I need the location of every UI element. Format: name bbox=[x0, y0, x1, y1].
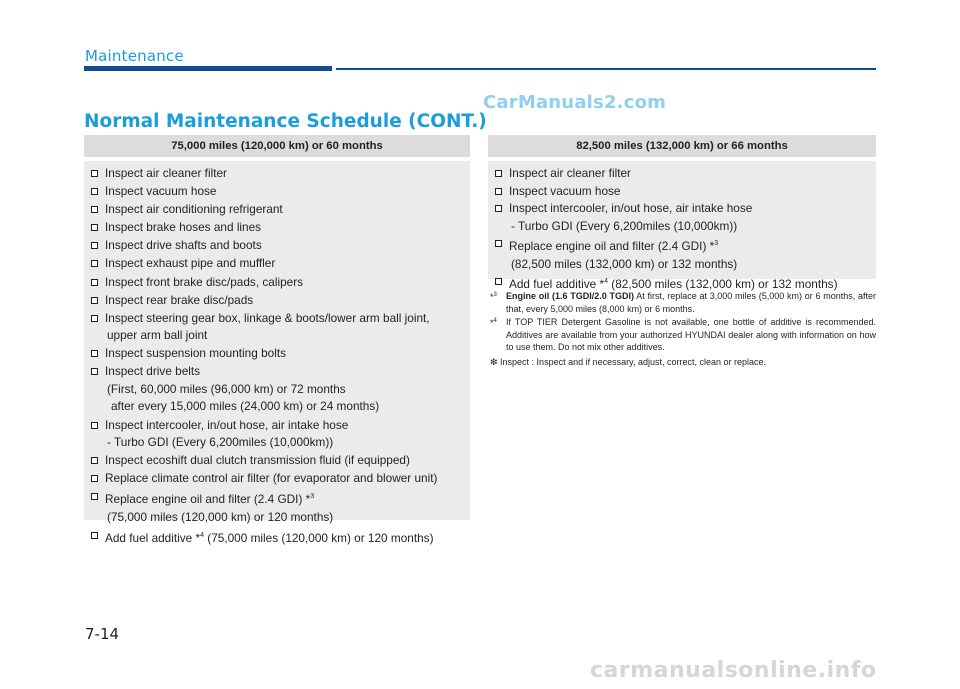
checklist-item bbox=[84, 310, 470, 345]
checklist-item bbox=[488, 200, 876, 235]
checkbox-icon bbox=[91, 457, 98, 464]
footnote-asterisk: * bbox=[490, 292, 494, 302]
checklist-item bbox=[84, 165, 470, 183]
item-subline: (82,500 miles (132,000 km) or 132 months) bbox=[511, 256, 738, 271]
checklist-item bbox=[84, 470, 470, 488]
checklist-item bbox=[84, 417, 470, 452]
item-text: Inspect drive belts bbox=[105, 364, 201, 379]
checkbox-icon bbox=[91, 297, 98, 304]
item-text: Inspect ecoshift dual clutch transmission fluid (if equipped) bbox=[105, 453, 410, 468]
footnote-asterisk: * bbox=[490, 318, 494, 328]
checklist-item bbox=[84, 363, 470, 416]
checkbox-icon bbox=[495, 278, 502, 285]
checklist-item bbox=[84, 488, 470, 526]
header-rule-thin bbox=[336, 68, 876, 70]
watermark-top: CarManuals2.com bbox=[483, 92, 667, 113]
checklist-item bbox=[84, 345, 470, 363]
checklist-item bbox=[84, 237, 470, 255]
page-title: Normal Maintenance Schedule (CONT.) bbox=[84, 111, 487, 132]
footnote-4 bbox=[488, 316, 876, 354]
inspect-legend: ❇ Inspect : Inspect and if necessary, adjust, correct, clean or replace. bbox=[490, 356, 767, 367]
schedule-table-82500 bbox=[488, 135, 876, 291]
footnote-text: If TOP TIER Detergent Gasoline is not available, one bottle of additive is recommended. Additives are available from your authorized HYUNDAI dealer along with information on how to use them. Do not mix other additives. bbox=[506, 317, 876, 352]
item-text: Inspect intercooler, in/out hose, air intake hose bbox=[509, 201, 753, 215]
checkbox-icon bbox=[91, 368, 98, 375]
checkbox-icon bbox=[91, 188, 98, 195]
footnote-ref: 4 bbox=[200, 531, 205, 539]
footnote-mark bbox=[490, 289, 497, 304]
checkbox-icon bbox=[495, 240, 502, 247]
checklist-item bbox=[488, 165, 876, 183]
item-text: Replace engine oil and filter (2.4 GDI) * bbox=[509, 239, 715, 253]
checkbox-icon bbox=[91, 532, 98, 539]
item-text: Add fuel additive * bbox=[105, 530, 201, 545]
checklist-item bbox=[488, 183, 876, 201]
checkbox-icon bbox=[91, 170, 98, 177]
item-text: Replace climate control air filter (for evaporator and blower unit) bbox=[105, 471, 438, 486]
table-body bbox=[488, 161, 876, 297]
table-heading: 82,500 miles (132,000 km) or 66 months bbox=[488, 135, 876, 157]
item-subline: after every 15,000 miles (24,000 km) or 24 months) bbox=[111, 399, 380, 414]
item-text: Inspect air conditioning refrigerant bbox=[105, 202, 283, 217]
checkbox-icon bbox=[91, 242, 98, 249]
footnote-mark bbox=[490, 315, 497, 330]
item-text: Inspect intercooler, in/out hose, air intake hose bbox=[105, 417, 349, 432]
checkbox-icon bbox=[91, 422, 98, 429]
item-text: Inspect vacuum hose bbox=[509, 183, 621, 198]
checkbox-icon bbox=[91, 475, 98, 482]
footnote-text: At first, replace at 3,000 miles (5,000 km) or 6 months, after that, every 5,000 miles (8,000 km) or 6 months. bbox=[506, 291, 876, 314]
item-text: Inspect suspension mounting bolts bbox=[105, 346, 286, 361]
checkbox-icon bbox=[91, 206, 98, 213]
item-text: Inspect air cleaner filter bbox=[509, 166, 631, 180]
item-subline: upper arm ball joint bbox=[107, 328, 208, 343]
item-text: Inspect rear brake disc/pads bbox=[105, 292, 254, 307]
item-text: Inspect exhaust pipe and muffler bbox=[105, 256, 276, 271]
item-text: Replace engine oil and filter (2.4 GDI) * bbox=[105, 492, 311, 507]
footnote-bold: Engine oil (1.6 TGDI/2.0 TGDI) bbox=[506, 291, 634, 301]
checklist-item bbox=[84, 452, 470, 470]
item-subline: - Turbo GDI (Every 6,200miles (10,000km)) bbox=[511, 218, 738, 233]
table-heading: 75,000 miles (120,000 km) or 60 months bbox=[84, 135, 470, 157]
checklist-item bbox=[84, 183, 470, 201]
item-text: Inspect vacuum hose bbox=[105, 184, 217, 199]
checklist-item bbox=[84, 201, 470, 219]
section-label: Maintenance bbox=[85, 47, 184, 65]
page-number: 7-14 bbox=[85, 625, 120, 643]
footnote-number: 3 bbox=[493, 292, 497, 298]
item-text: Inspect brake hoses and lines bbox=[105, 220, 262, 235]
item-text-tail: (82,500 miles (132,000 km) or 132 months) bbox=[608, 277, 838, 291]
checkbox-icon bbox=[91, 493, 98, 500]
table-body bbox=[84, 161, 470, 551]
item-text-tail: (75,000 miles (120,000 km) or 120 months) bbox=[204, 530, 434, 545]
checkbox-icon bbox=[91, 279, 98, 286]
checkbox-icon bbox=[91, 315, 98, 322]
item-text: Inspect front brake disc/pads, calipers bbox=[105, 274, 304, 289]
footnote-3 bbox=[488, 290, 876, 315]
checkbox-icon bbox=[495, 170, 502, 177]
header-rule-thick bbox=[84, 66, 332, 71]
item-text: Inspect air cleaner filter bbox=[105, 166, 227, 180]
checklist-item bbox=[84, 255, 470, 273]
footnote-number: 4 bbox=[493, 318, 497, 324]
checkbox-icon bbox=[91, 260, 98, 267]
watermark-bottom: carmanualsonline.info bbox=[590, 658, 877, 683]
checklist-item bbox=[84, 274, 470, 292]
footnote-ref: 3 bbox=[714, 240, 719, 247]
item-subline: - Turbo GDI (Every 6,200miles (10,000km)) bbox=[107, 435, 334, 450]
schedule-table-75000 bbox=[84, 135, 470, 545]
item-text: Add fuel additive * bbox=[509, 277, 605, 291]
checkbox-icon bbox=[91, 350, 98, 357]
checklist-item bbox=[84, 219, 470, 237]
item-subline: (First, 60,000 miles (96,000 km) or 72 months bbox=[107, 381, 346, 396]
footnotes bbox=[488, 290, 876, 369]
footnote-ref: 3 bbox=[310, 493, 315, 501]
checklist-item bbox=[84, 292, 470, 310]
checkbox-icon bbox=[495, 205, 502, 212]
footnote-ref: 4 bbox=[604, 278, 609, 285]
checklist-item bbox=[84, 527, 470, 548]
checklist-item bbox=[488, 235, 876, 273]
item-text: Inspect steering gear box, linkage & boots/lower arm ball joint, bbox=[105, 310, 430, 325]
item-text: Inspect drive shafts and boots bbox=[105, 238, 262, 253]
checkbox-icon bbox=[495, 188, 502, 195]
checkbox-icon bbox=[91, 224, 98, 231]
item-subline: (75,000 miles (120,000 km) or 120 months) bbox=[107, 509, 334, 524]
